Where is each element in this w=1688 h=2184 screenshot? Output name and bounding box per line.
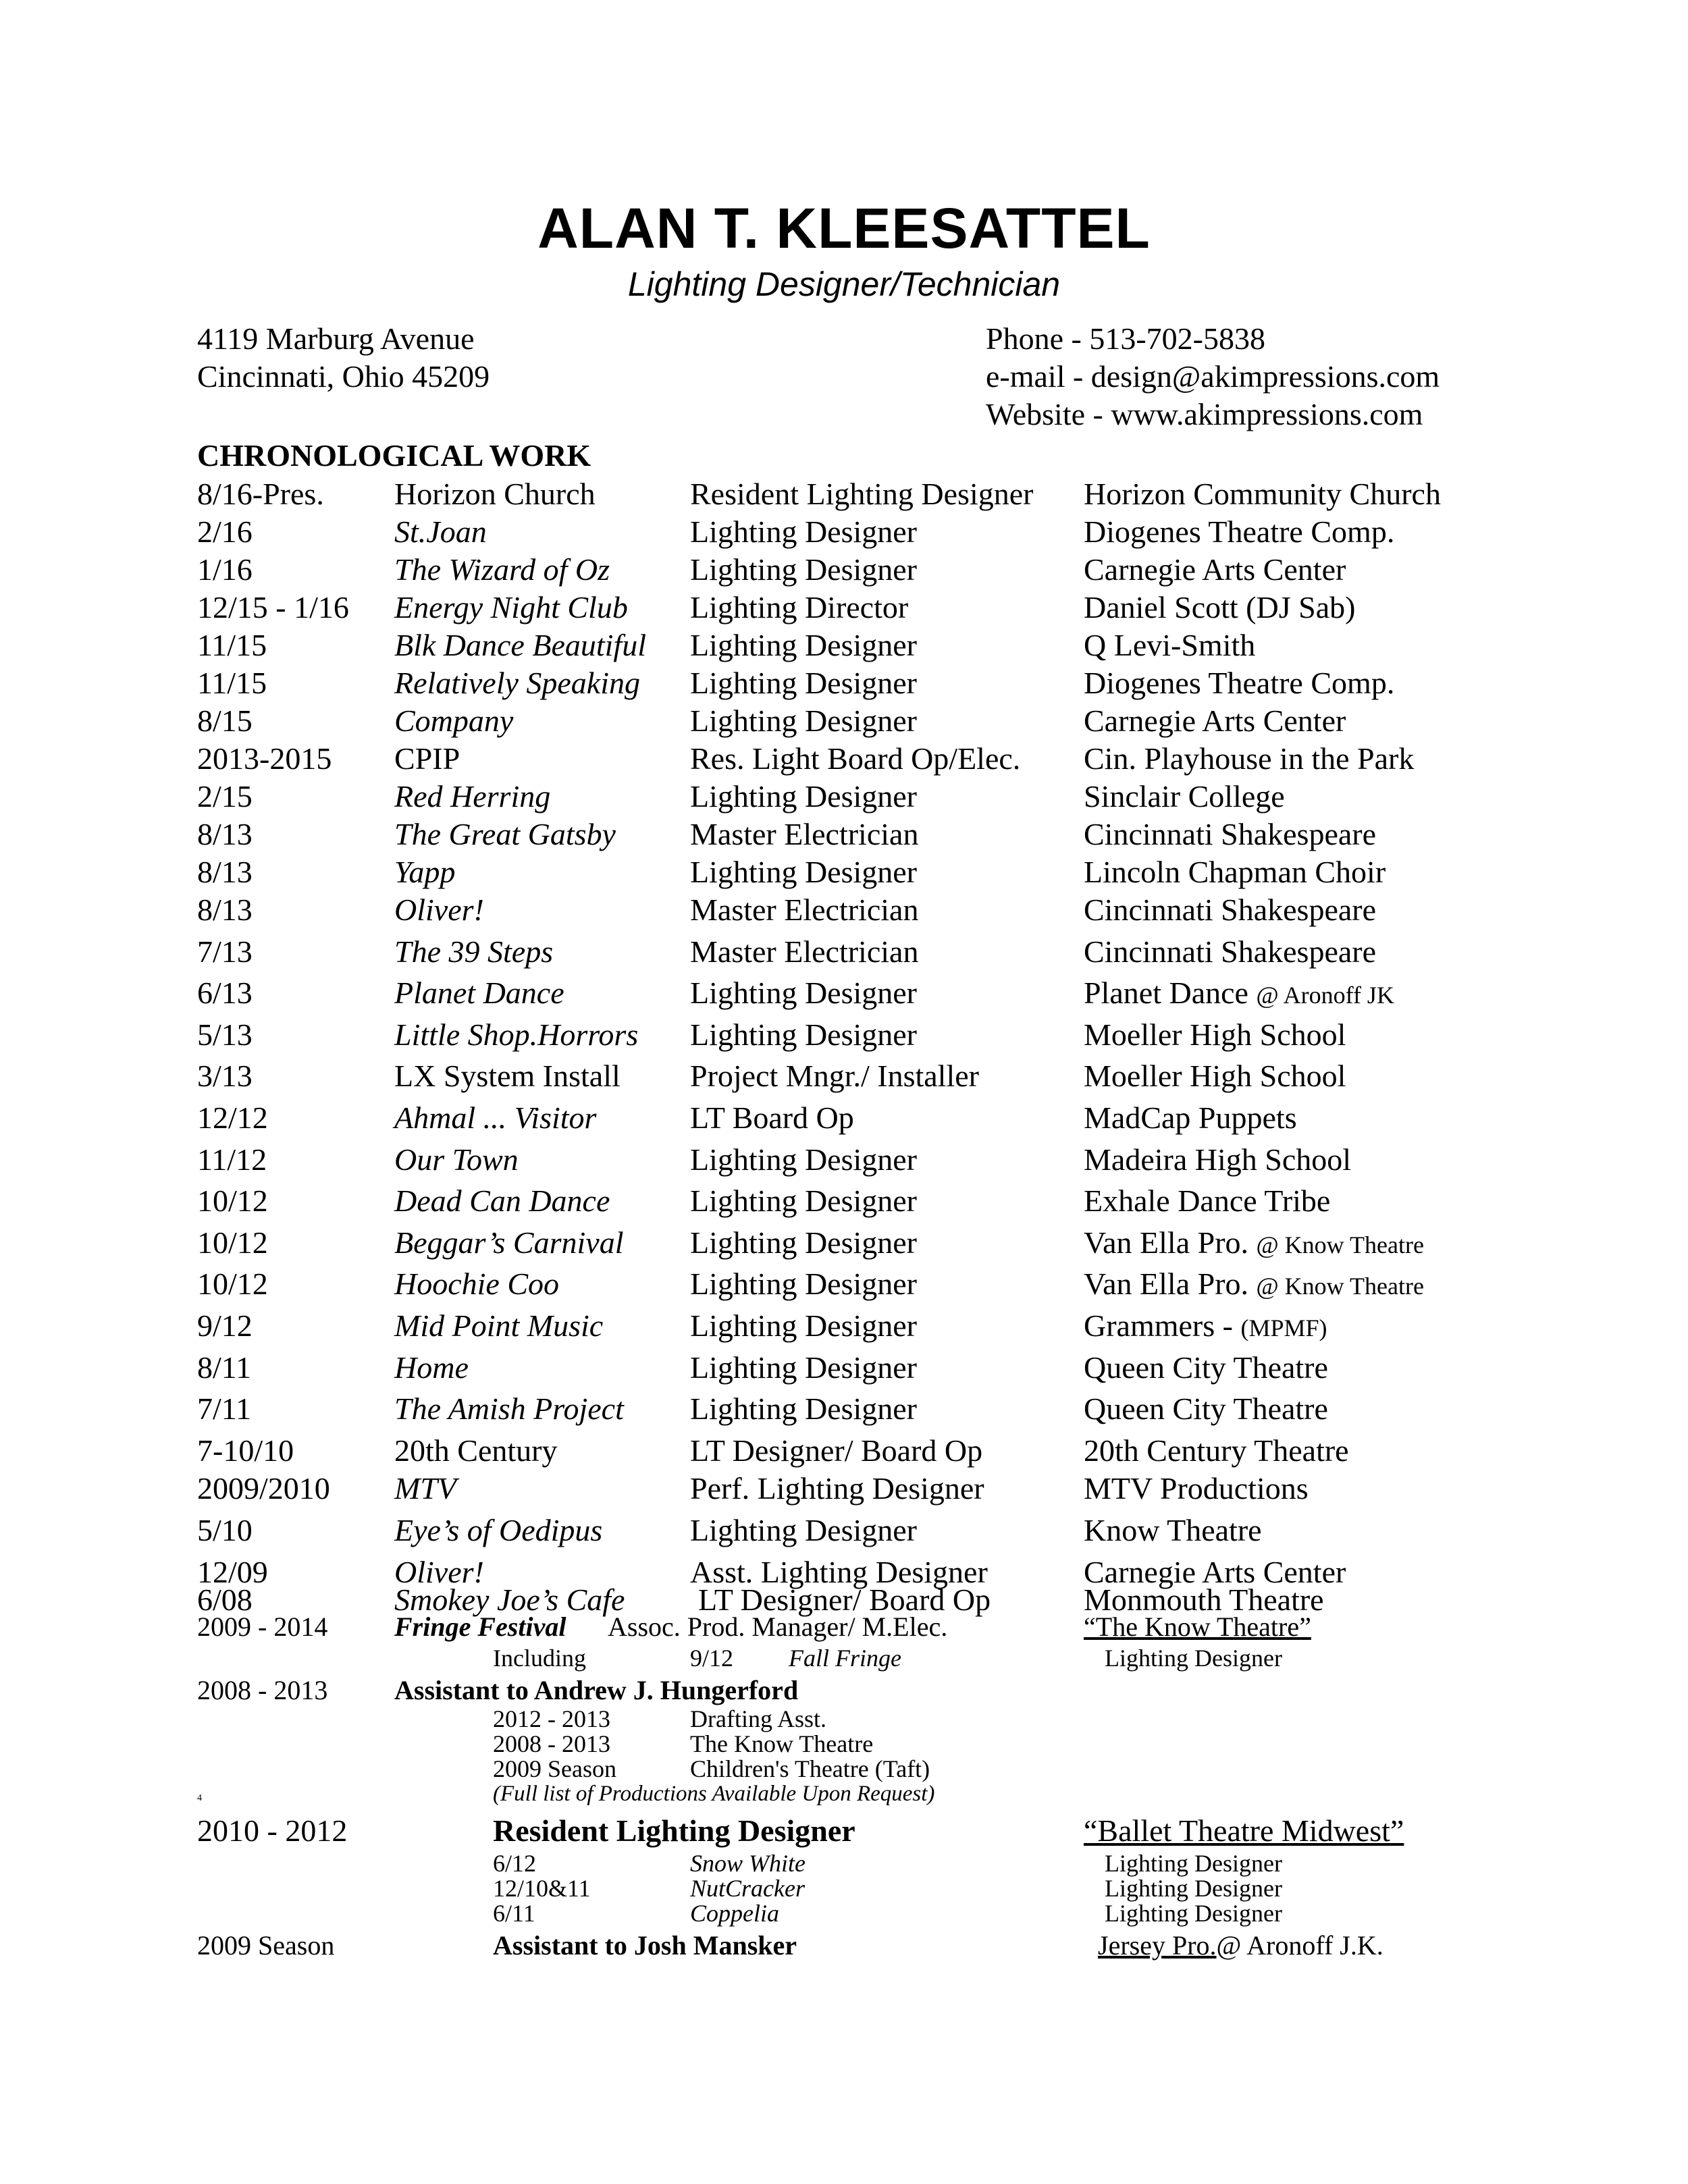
fringe-sub-date: 9/12: [690, 1645, 734, 1672]
work-date: 1/16: [197, 552, 253, 587]
work-org-cell: [1084, 816, 1376, 853]
mansker-date: 2009 Season: [197, 1930, 335, 1961]
work-date: 6/08: [197, 1582, 253, 1617]
hungerford-date: 2008 - 2013: [197, 1675, 328, 1705]
fringe-title: Fringe Festival: [394, 1612, 566, 1642]
work-org-cell: [1084, 778, 1285, 816]
work-row: [0, 627, 1688, 667]
work-role: Lighting Designer: [690, 855, 917, 889]
work-date: 11/12: [197, 1142, 267, 1177]
work-show: Ahmal ... Visitor: [394, 1100, 597, 1135]
work-org: Queen City Theatre: [1084, 1350, 1328, 1385]
work-row: [0, 1182, 1688, 1223]
work-date: 12/15 - 1/16: [197, 590, 349, 624]
work-date: 11/15: [197, 666, 267, 700]
work-show: The 39 Steps: [394, 934, 554, 969]
work-row: [0, 1099, 1688, 1140]
work-org: Planet Dance: [1084, 976, 1248, 1010]
btm-item-show: Snow White: [690, 1850, 806, 1877]
work-show: Red Herring: [394, 779, 551, 814]
work-role: Lighting Designer: [690, 779, 917, 814]
section-heading: CHRONOLOGICAL WORK: [197, 438, 591, 473]
hungerford-item-years: 2012 - 2013: [493, 1705, 610, 1732]
work-date: 11/15: [197, 628, 267, 662]
work-org: Carnegie Arts Center: [1084, 703, 1346, 738]
work-role: LT Designer/ Board Op: [698, 1582, 991, 1617]
work-show: Beggar’s Carnival: [394, 1225, 624, 1260]
work-row: [0, 816, 1688, 856]
work-org: Grammers -: [1084, 1308, 1233, 1343]
mansker-org: Jersey Pro.: [1098, 1930, 1217, 1961]
work-org-cell: [1084, 664, 1394, 702]
work-date: 7/13: [197, 934, 253, 969]
work-role: Lighting Designer: [690, 1350, 917, 1385]
btm-item-role: Lighting Designer: [1105, 1850, 1282, 1877]
work-org: Cincinnati Shakespeare: [1084, 934, 1377, 969]
work-role: LT Board Op: [690, 1100, 854, 1135]
work-date: 2009/2010: [197, 1471, 330, 1506]
hungerford-item-desc: Children's Theatre (Taft): [690, 1755, 930, 1782]
work-role: Resident Lighting Designer: [690, 477, 1034, 511]
mansker-org-line: [1098, 1931, 1383, 1961]
fringe-role: Assoc. Prod. Manager/ M.Elec.: [608, 1612, 948, 1642]
work-row: [0, 1307, 1688, 1348]
work-row: [0, 778, 1688, 818]
work-role: Project Mngr./ Installer: [690, 1059, 979, 1093]
work-row: [0, 1349, 1688, 1389]
work-row: [0, 513, 1688, 554]
work-show: Little Shop.Horrors: [394, 1017, 639, 1052]
work-role: Perf. Lighting Designer: [690, 1471, 984, 1506]
work-show: Yapp: [394, 855, 456, 889]
work-date: 8/16-Pres.: [197, 477, 324, 511]
btm-item-date: 6/12: [493, 1850, 537, 1877]
work-org-cell: [1084, 891, 1376, 929]
work-org-cell: [1084, 1349, 1328, 1387]
work-role: Lighting Designer: [690, 1017, 917, 1052]
work-org-cell: [1084, 513, 1394, 551]
work-date: 8/13: [197, 817, 253, 851]
work-row: [0, 1432, 1688, 1472]
page-mark: 4: [197, 1793, 202, 1803]
hungerford-item-years: 2009 Season: [493, 1755, 616, 1782]
work-row: [0, 1470, 1688, 1510]
work-row: [0, 589, 1688, 629]
work-show: Our Town: [394, 1142, 519, 1177]
work-role: Lighting Designer: [690, 552, 917, 587]
hungerford-title: Assistant to Andrew J. Hungerford: [394, 1675, 799, 1705]
contact-block: [986, 320, 1440, 433]
work-org-cell: [1084, 1470, 1309, 1508]
work-role: LT Designer/ Board Op: [690, 1433, 983, 1468]
work-org-cell: [1084, 1224, 1424, 1264]
btm-date: 2010 - 2012: [197, 1813, 348, 1848]
work-org: Sinclair College: [1084, 779, 1285, 814]
work-date: 2013-2015: [197, 741, 332, 776]
work-org: Know Theatre: [1084, 1513, 1262, 1547]
work-role: Master Electrician: [690, 817, 919, 851]
work-show: The Amish Project: [394, 1391, 624, 1426]
work-org: Carnegie Arts Center: [1084, 552, 1346, 587]
work-show: St.Joan: [394, 514, 487, 549]
work-org: Daniel Scott (DJ Sab): [1084, 590, 1356, 624]
work-show: Home: [394, 1350, 469, 1385]
work-show: Eye’s of Oedipus: [394, 1513, 603, 1547]
work-row: [0, 1141, 1688, 1181]
work-org-cell: [1084, 1141, 1351, 1179]
work-org-cell: [1084, 589, 1355, 627]
fringe-date: 2009 - 2014: [197, 1612, 328, 1642]
work-role: Lighting Director: [690, 590, 909, 624]
work-role: Lighting Designer: [690, 514, 917, 549]
work-date: 5/10: [197, 1513, 253, 1547]
work-show: CPIP: [394, 741, 460, 776]
btm-item-show: NutCracker: [690, 1875, 805, 1902]
email: e-mail - design@akimpressions.com: [986, 359, 1440, 394]
work-org-cell: [1084, 1390, 1328, 1428]
work-show: Oliver!: [394, 893, 484, 927]
work-show: The Great Gatsby: [394, 817, 616, 851]
work-show: Dead Can Dance: [394, 1183, 610, 1218]
work-org-cell: [1084, 1182, 1330, 1220]
work-date: 7/11: [197, 1391, 252, 1426]
work-org: Exhale Dance Tribe: [1084, 1183, 1331, 1218]
work-org: Monmouth Theatre: [1084, 1582, 1324, 1617]
work-date: 12/12: [197, 1100, 268, 1135]
work-org: Horizon Community Church: [1084, 477, 1441, 511]
work-org-cell: [1084, 1432, 1349, 1470]
work-date: 2/16: [197, 514, 253, 549]
work-role: Res. Light Board Op/Elec.: [690, 741, 1021, 776]
work-row: [0, 1057, 1688, 1098]
work-date: 8/15: [197, 703, 253, 738]
work-org-cell: [1084, 933, 1376, 971]
work-org: Moeller High School: [1084, 1017, 1346, 1052]
work-role: Lighting Designer: [690, 1142, 917, 1177]
work-org-cell: [1084, 551, 1346, 589]
btm-item-date: 6/11: [493, 1900, 535, 1927]
work-org-cell: [1084, 974, 1394, 1014]
work-org-cell: [1084, 1057, 1346, 1095]
work-org: MTV Productions: [1084, 1471, 1309, 1506]
work-org: Queen City Theatre: [1084, 1391, 1328, 1426]
address-block: [197, 320, 490, 396]
work-show: Energy Night Club: [394, 590, 628, 624]
work-role: Master Electrician: [690, 934, 919, 969]
work-date: 8/11: [197, 1350, 252, 1385]
work-row: [0, 1265, 1688, 1306]
work-show: Mid Point Music: [394, 1308, 604, 1343]
address-line-1: 4119 Marburg Avenue: [197, 321, 475, 356]
website: Website - www.akimpressions.com: [986, 397, 1423, 431]
work-show: Company: [394, 703, 514, 738]
work-role: Lighting Designer: [690, 1513, 917, 1547]
work-org: Madeira High School: [1084, 1142, 1352, 1177]
work-org: Cincinnati Shakespeare: [1084, 893, 1377, 927]
work-role: Master Electrician: [690, 893, 919, 927]
work-row: [0, 551, 1688, 591]
work-show: MTV: [394, 1471, 456, 1506]
work-org: Carnegie Arts Center: [1084, 1555, 1346, 1589]
work-date: 8/13: [197, 893, 253, 927]
work-org-cell: [1084, 1099, 1297, 1137]
work-date: 2/15: [197, 779, 253, 814]
fringe-sub-show: Fall Fringe: [789, 1645, 901, 1672]
work-row: [0, 974, 1688, 1015]
work-org: Diogenes Theatre Comp.: [1084, 514, 1395, 549]
work-show: The Wizard of Oz: [394, 552, 610, 587]
work-org-note: @ Know Theatre: [1256, 1231, 1424, 1258]
work-date: 10/12: [197, 1267, 268, 1301]
hungerford-item-desc: Drafting Asst.: [690, 1705, 826, 1732]
btm-org: “Ballet Theatre Midwest”: [1084, 1813, 1404, 1848]
work-role: Lighting Designer: [690, 703, 917, 738]
work-role: Lighting Designer: [690, 1267, 917, 1301]
work-date: 10/12: [197, 1225, 268, 1260]
work-date: 6/13: [197, 976, 253, 1010]
hungerford-item-years: 2008 - 2013: [493, 1730, 610, 1757]
work-date: 9/12: [197, 1308, 253, 1343]
work-role: Lighting Designer: [690, 976, 917, 1010]
work-date: 3/13: [197, 1059, 253, 1093]
fringe-sub-label: Including: [493, 1645, 586, 1672]
work-role: Lighting Designer: [690, 666, 917, 700]
work-row: [0, 1016, 1688, 1057]
work-org-note: (MPMF): [1240, 1314, 1327, 1341]
btm-item-date: 12/10&11: [493, 1875, 591, 1902]
work-show: Horizon Church: [394, 477, 596, 511]
hungerford-item-desc: The Know Theatre: [690, 1730, 874, 1757]
btm-title: Resident Lighting Designer: [493, 1813, 855, 1848]
work-row: [0, 740, 1688, 780]
work-show: Smokey Joe’s Cafe: [394, 1582, 625, 1617]
work-date: 10/12: [197, 1183, 268, 1218]
work-row: [0, 1390, 1688, 1431]
resume-subtitle: Lighting Designer/Technician: [627, 265, 1061, 303]
work-org-note: @ Aronoff JK: [1256, 982, 1394, 1009]
phone: Phone - 513-702-5838: [986, 321, 1265, 356]
fringe-org: “The Know Theatre”: [1084, 1612, 1311, 1642]
work-org-cell: [1084, 702, 1346, 740]
work-role: Lighting Designer: [690, 1391, 917, 1426]
work-org: MadCap Puppets: [1084, 1100, 1297, 1135]
work-row: [0, 853, 1688, 894]
work-role: Lighting Designer: [690, 1308, 917, 1343]
work-show: Hoochie Coo: [394, 1267, 560, 1301]
work-row: [0, 891, 1688, 932]
work-org-cell: [1084, 853, 1386, 891]
work-org: Cincinnati Shakespeare: [1084, 817, 1377, 851]
work-org-cell: [1084, 740, 1414, 778]
hungerford-note: (Full list of Productions Available Upon Request): [493, 1782, 935, 1806]
work-date: 8/13: [197, 855, 253, 889]
work-role: Lighting Designer: [690, 628, 917, 662]
work-org-cell: [1084, 475, 1441, 513]
work-show: Oliver!: [394, 1555, 484, 1589]
work-org-note: @ Know Theatre: [1256, 1273, 1424, 1300]
work-role: Lighting Designer: [690, 1225, 917, 1260]
work-org: Q Levi-Smith: [1084, 628, 1256, 662]
work-date: 7-10/10: [197, 1433, 294, 1468]
work-org-cell: [1084, 1016, 1346, 1054]
work-row: [0, 1512, 1688, 1552]
work-row: [0, 664, 1688, 705]
work-org-cell: [1084, 1265, 1424, 1305]
work-show: 20th Century: [394, 1433, 558, 1468]
work-org-cell: [1084, 627, 1255, 664]
work-org: Van Ella Pro.: [1084, 1267, 1249, 1301]
work-org: Diogenes Theatre Comp.: [1084, 666, 1395, 700]
mansker-org-note: @ Aronoff J.K.: [1216, 1930, 1383, 1961]
work-role: Asst. Lighting Designer: [690, 1555, 988, 1589]
btm-item-role: Lighting Designer: [1105, 1900, 1282, 1927]
work-row: [0, 933, 1688, 974]
btm-item-show: Coppelia: [690, 1900, 779, 1927]
work-org-cell: [1084, 1512, 1262, 1549]
work-row: [0, 1224, 1688, 1264]
fringe-sub-role: Lighting Designer: [1105, 1645, 1282, 1672]
resume-name: ALAN T. KLEESATTEL: [537, 196, 1151, 260]
work-row: [0, 475, 1688, 516]
work-date: 5/13: [197, 1017, 253, 1052]
work-org: Van Ella Pro.: [1084, 1225, 1249, 1260]
work-show: Planet Dance: [394, 976, 564, 1010]
work-org-cell: [1084, 1307, 1327, 1347]
btm-item-role: Lighting Designer: [1105, 1875, 1282, 1902]
work-show: Blk Dance Beautiful: [394, 628, 646, 662]
work-show: Relatively Speaking: [394, 666, 641, 700]
work-show: LX System Install: [394, 1059, 621, 1093]
mansker-title: Assistant to Josh Mansker: [493, 1930, 797, 1961]
work-org: 20th Century Theatre: [1084, 1433, 1349, 1468]
work-org: Lincoln Chapman Choir: [1084, 855, 1386, 889]
work-row: [0, 702, 1688, 743]
work-org: Moeller High School: [1084, 1059, 1346, 1093]
address-line-2: Cincinnati, Ohio 45209: [197, 359, 490, 394]
work-org: Cin. Playhouse in the Park: [1084, 741, 1415, 776]
work-role: Lighting Designer: [690, 1183, 917, 1218]
work-date: 12/09: [197, 1555, 268, 1589]
